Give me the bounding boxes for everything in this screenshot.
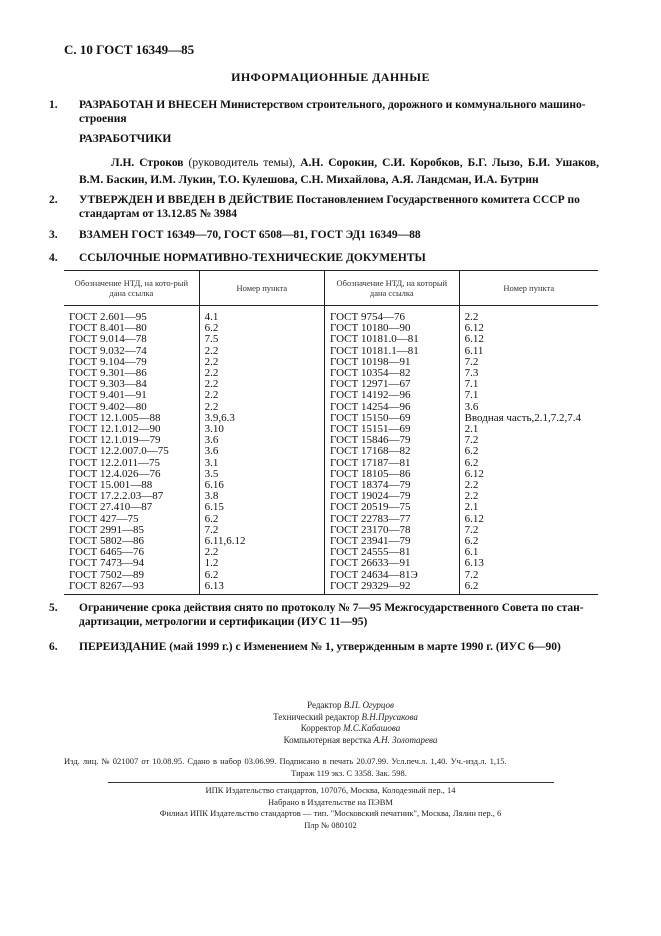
ref-doc-1: ГОСТ 12.1.005—88 (69, 411, 161, 424)
col-header-clause-2: Номер пункта (459, 271, 598, 306)
col-header-doc-2: Обозначение НТД, на который дана ссылка (325, 271, 460, 306)
section-title: ИНФОРМАЦИОННЫЕ ДАННЫЕ (231, 70, 430, 84)
ref-doc-2: ГОСТ 9754—76 (325, 306, 460, 324)
table-row (64, 502, 598, 513)
credit-layout (0, 735, 661, 747)
ref-clause-2: Вводная часть,2.1,7.2,7.4 (459, 413, 598, 424)
credit-person: А.Н. Золотарева (373, 734, 438, 745)
item-number: 4. (49, 252, 58, 264)
ref-clause-2: 6.12 (459, 334, 598, 345)
developer-lead: Л.Н. Строков (111, 157, 184, 169)
publication-info (64, 755, 604, 779)
ref-doc-1: ГОСТ 9.032—74 (69, 344, 147, 357)
ref-clause-2: 2.2 (459, 306, 598, 324)
item-lead: ПЕРЕИЗДАНИЕ (79, 641, 167, 653)
table-row (64, 306, 598, 324)
table-row (64, 446, 598, 457)
ref-clause-1: 2.2 (199, 357, 324, 368)
ref-doc-1: ГОСТ 8267—93 (64, 581, 199, 595)
ref-doc-2: ГОСТ 14192—96 (325, 390, 460, 401)
ref-clause-1: 2.2 (199, 368, 324, 379)
item-number: 6. (49, 641, 58, 653)
ref-clause-2: 6.12 (459, 514, 598, 525)
credit-proofreader (0, 723, 661, 735)
editorial-credits (0, 700, 661, 746)
item-lead: ССЫЛОЧНЫЕ НОРМАТИВНО-ТЕХНИЧЕСКИЕ ДОКУМЕНТЫ (79, 252, 426, 264)
ref-clause-1: 7.2 (199, 525, 324, 536)
ref-doc-1: ГОСТ 15.001—88 (69, 479, 153, 492)
item-text: Министерством строительного, дорожного и коммунального машино-строения (79, 99, 586, 125)
ref-clause-1: 3.6 (199, 435, 324, 446)
table-row (64, 390, 598, 401)
credit-label: Корректор (300, 723, 341, 733)
credit-person: М.С.Кабашова (343, 723, 401, 733)
ref-clause-1: 3.1 (199, 458, 324, 469)
item-lead: УТВЕРЖДЕН И ВВЕДЕН В ДЕЙСТВИЕ (79, 194, 294, 206)
developer-others: А.Н. Сорокин, С.И. Коробков, Б.Г. Лызо, Б.И. Ушаков, В.М. Баскин, И.М. Лукин, Т.О. Кулешова, С.Н. Михайлова, А.Я. Ландсман, И.А. Бутрин (79, 157, 600, 186)
item-5 (49, 601, 619, 629)
ref-clause-2: 7.1 (459, 390, 598, 401)
credit-tech-editor (0, 712, 661, 724)
ref-doc-1: ГОСТ 9.104—79 (69, 355, 147, 368)
imprint-line: Филиал ИПК Издательство стандартов — тип. "Московский печатник", Москва, Лялин пер., 6 (159, 808, 502, 818)
table-body (64, 306, 598, 595)
imprint-line: ИПК Издательство стандартов, 107076, Москва, Колодезный пер., 14 (205, 785, 456, 795)
ref-doc-1: ГОСТ 7502—89 (69, 568, 144, 581)
ref-doc-1: ГОСТ 12.1.012—90 (69, 423, 161, 436)
ref-doc-1: ГОСТ 12.1.019—79 (69, 434, 161, 447)
ref-clause-2: 7.2 (459, 525, 598, 536)
ref-doc-1: ГОСТ 6465—76 (69, 546, 144, 559)
ref-doc-2: ГОСТ 17187—81 (325, 458, 460, 469)
credit-label: Редактор (307, 700, 342, 710)
ref-clause-1: 2.2 (199, 547, 324, 558)
ref-clause-1: 2.2 (199, 379, 324, 390)
ref-clause-2: 2.1 (459, 502, 598, 513)
divider (108, 782, 554, 783)
ref-clause-1: 2.2 (199, 346, 324, 357)
ref-doc-1: ГОСТ 9.402—80 (69, 400, 147, 413)
ref-doc-2: ГОСТ 14254—96 (325, 402, 460, 413)
ref-doc-2: ГОСТ 18105—86 (325, 469, 460, 480)
ref-doc-2: ГОСТ 15846—79 (325, 435, 460, 446)
ref-doc-2: ГОСТ 10181.1—81 (325, 346, 460, 357)
col-header-clause-1: Номер пункта (199, 271, 324, 306)
table-row (64, 558, 598, 569)
credit-label: Технический редактор (273, 711, 360, 722)
ref-doc-1: ГОСТ 12.2.007.0—75 (69, 445, 169, 458)
ref-doc-2: ГОСТ 20519—75 (325, 502, 460, 513)
ref-clause-2: 3.6 (459, 402, 598, 413)
ref-doc-1: ГОСТ 9.014—78 (69, 333, 147, 346)
item-text: Постановлением Государственного комитета СССР по стандартам от 13.12.85 № 3984 (79, 194, 580, 220)
ref-doc-2: ГОСТ 12971—67 (325, 379, 460, 390)
ref-clause-2: 7.2 (459, 570, 598, 581)
item-lead: ВЗАМЕН ГОСТ 16349—70, ГОСТ 6508—81, ГОСТ ЭД1 16349—88 (79, 229, 421, 241)
ref-doc-2: ГОСТ 15151—69 (325, 424, 460, 435)
ref-doc-1: ГОСТ 427—75 (69, 512, 139, 525)
item-3 (49, 228, 619, 242)
item-number: 2. (49, 194, 58, 206)
ref-doc-2: ГОСТ 24555—81 (325, 547, 460, 558)
item-lead: Ограничение срока действия снято по протоколу № 7—95 Межгосударственного Совета по стан-дартизации, метрологии и сертификации (ИУС 11—95) (79, 602, 584, 628)
ref-doc-1: ГОСТ 27.410—87 (69, 501, 153, 514)
ref-doc-2: ГОСТ 10180—90 (325, 323, 460, 334)
ref-clause-1: 6.13 (199, 581, 324, 595)
ref-doc-2: ГОСТ 23170—78 (325, 525, 460, 536)
ref-doc-2: ГОСТ 19024—79 (325, 491, 460, 502)
ref-doc-2: ГОСТ 17168—82 (325, 446, 460, 457)
ref-clause-2: 7.3 (459, 368, 598, 379)
ref-doc-2: ГОСТ 10181.0—81 (325, 334, 460, 345)
ref-doc-1: ГОСТ 2991—85 (69, 523, 144, 536)
ref-clause-2: 6.11 (459, 346, 598, 357)
ref-doc-1: ГОСТ 8.401—80 (69, 322, 147, 335)
ref-clause-1: 6.2 (199, 570, 324, 581)
ref-clause-1: 3.8 (199, 491, 324, 502)
credit-label: Компьютерная верстка (283, 734, 372, 745)
ref-clause-2: 7.1 (459, 379, 598, 390)
item-6 (49, 640, 619, 654)
ref-clause-1: 1.2 (199, 558, 324, 569)
references-table (64, 270, 598, 595)
imprint (0, 785, 661, 831)
ref-clause-2: 2.1 (459, 424, 598, 435)
ref-clause-2: 2.2 (459, 480, 598, 491)
ref-clause-2: 6.2 (459, 581, 598, 595)
ref-clause-1: 2.2 (199, 390, 324, 401)
item-1 (49, 98, 619, 126)
ref-clause-1: 2.2 (199, 402, 324, 413)
ref-clause-2: 7.2 (459, 435, 598, 446)
ref-clause-2: 6.2 (459, 446, 598, 457)
item-4 (49, 251, 619, 265)
publication-line-2: Тираж 119 экз. С 3358. Зак. 598. (291, 768, 407, 778)
table-header-row (64, 271, 598, 306)
item-lead: РАЗРАБОТАН И ВНЕСЕН (79, 99, 218, 111)
ref-doc-1: ГОСТ 9.401—91 (69, 389, 147, 402)
item-number: 3. (49, 229, 58, 241)
ref-clause-1: 3.9,6.3 (199, 413, 324, 424)
ref-doc-2: ГОСТ 10198—91 (325, 357, 460, 368)
item-number: 5. (49, 602, 58, 614)
ref-clause-2: 6.12 (459, 323, 598, 334)
ref-doc-2: ГОСТ 29329—92 (325, 581, 460, 595)
credit-editor (0, 700, 661, 712)
ref-doc-2: ГОСТ 23941—79 (325, 536, 460, 547)
credit-person: В.П. Огурцов (343, 700, 394, 710)
ref-doc-1: ГОСТ 12.4.026—76 (69, 467, 161, 480)
ref-clause-1: 6.16 (199, 480, 324, 491)
ref-clause-2: 6.13 (459, 558, 598, 569)
ref-clause-1: 3.5 (199, 469, 324, 480)
ref-clause-1: 6.2 (199, 323, 324, 334)
ref-doc-2: ГОСТ 10354—82 (325, 368, 460, 379)
ref-doc-2: ГОСТ 15150—69 (325, 413, 460, 424)
ref-clause-2: 6.2 (459, 458, 598, 469)
ref-clause-2: 2.2 (459, 491, 598, 502)
item-2 (49, 193, 619, 221)
table-row (64, 581, 598, 595)
imprint-line: Плр № 080102 (304, 819, 357, 830)
ref-clause-1: 3.10 (199, 424, 324, 435)
developers-list (79, 155, 599, 189)
ref-doc-1: ГОСТ 7473—94 (69, 557, 144, 570)
ref-doc-1: ГОСТ 2.601—95 (69, 311, 147, 323)
item-number: 1. (49, 99, 58, 111)
page-header: С. 10 ГОСТ 16349—85 (64, 42, 195, 57)
ref-doc-2: ГОСТ 18374—79 (325, 480, 460, 491)
ref-clause-1: 4.1 (199, 306, 324, 324)
ref-clause-1: 6.15 (199, 502, 324, 513)
ref-clause-2: 6.2 (459, 536, 598, 547)
ref-doc-1: ГОСТ 17.2.2.03—87 (69, 490, 164, 503)
imprint-line: Набрано в Издательстве на ПЭВМ (268, 796, 393, 807)
ref-clause-2: 6.1 (459, 547, 598, 558)
ref-clause-2: 6.12 (459, 469, 598, 480)
ref-doc-1: ГОСТ 5802—86 (69, 535, 144, 548)
ref-clause-2: 7.2 (459, 357, 598, 368)
developer-role: (руководитель темы), (188, 157, 296, 169)
ref-clause-1: 7.5 (199, 334, 324, 345)
table-row (64, 334, 598, 345)
credit-person: В.Н.Прусакова (361, 711, 418, 722)
ref-doc-1: ГОСТ 9.301—86 (69, 367, 147, 380)
ref-clause-1: 3.6 (199, 446, 324, 457)
item-text: (май 1999 г.) с Изменением № 1, утвержденным в марте 1990 г. (ИУС 6—90) (169, 641, 561, 653)
ref-doc-2: ГОСТ 22783—77 (325, 514, 460, 525)
col-header-doc-1: Обозначение НТД, на кото-рый дана ссылка (64, 271, 199, 306)
ref-doc-1: ГОСТ 9.303—84 (69, 378, 147, 391)
ref-clause-1: 6.2 (199, 514, 324, 525)
ref-doc-2: ГОСТ 24634—81Э (325, 570, 460, 581)
ref-doc-2: ГОСТ 26633—91 (325, 558, 460, 569)
ref-doc-1: ГОСТ 12.2.011—75 (69, 456, 161, 469)
developers-heading: РАЗРАБОТЧИКИ (79, 133, 172, 145)
publication-line-1: Изд. лиц. № 021007 от 10.08.95. Сдано в набор 03.06.99. Подписано в печать 20.07.99. Усл.печ.л. 1,40. Уч.-изд.л. 1,15. (64, 756, 507, 766)
ref-clause-1: 6.11,6.12 (199, 536, 324, 547)
